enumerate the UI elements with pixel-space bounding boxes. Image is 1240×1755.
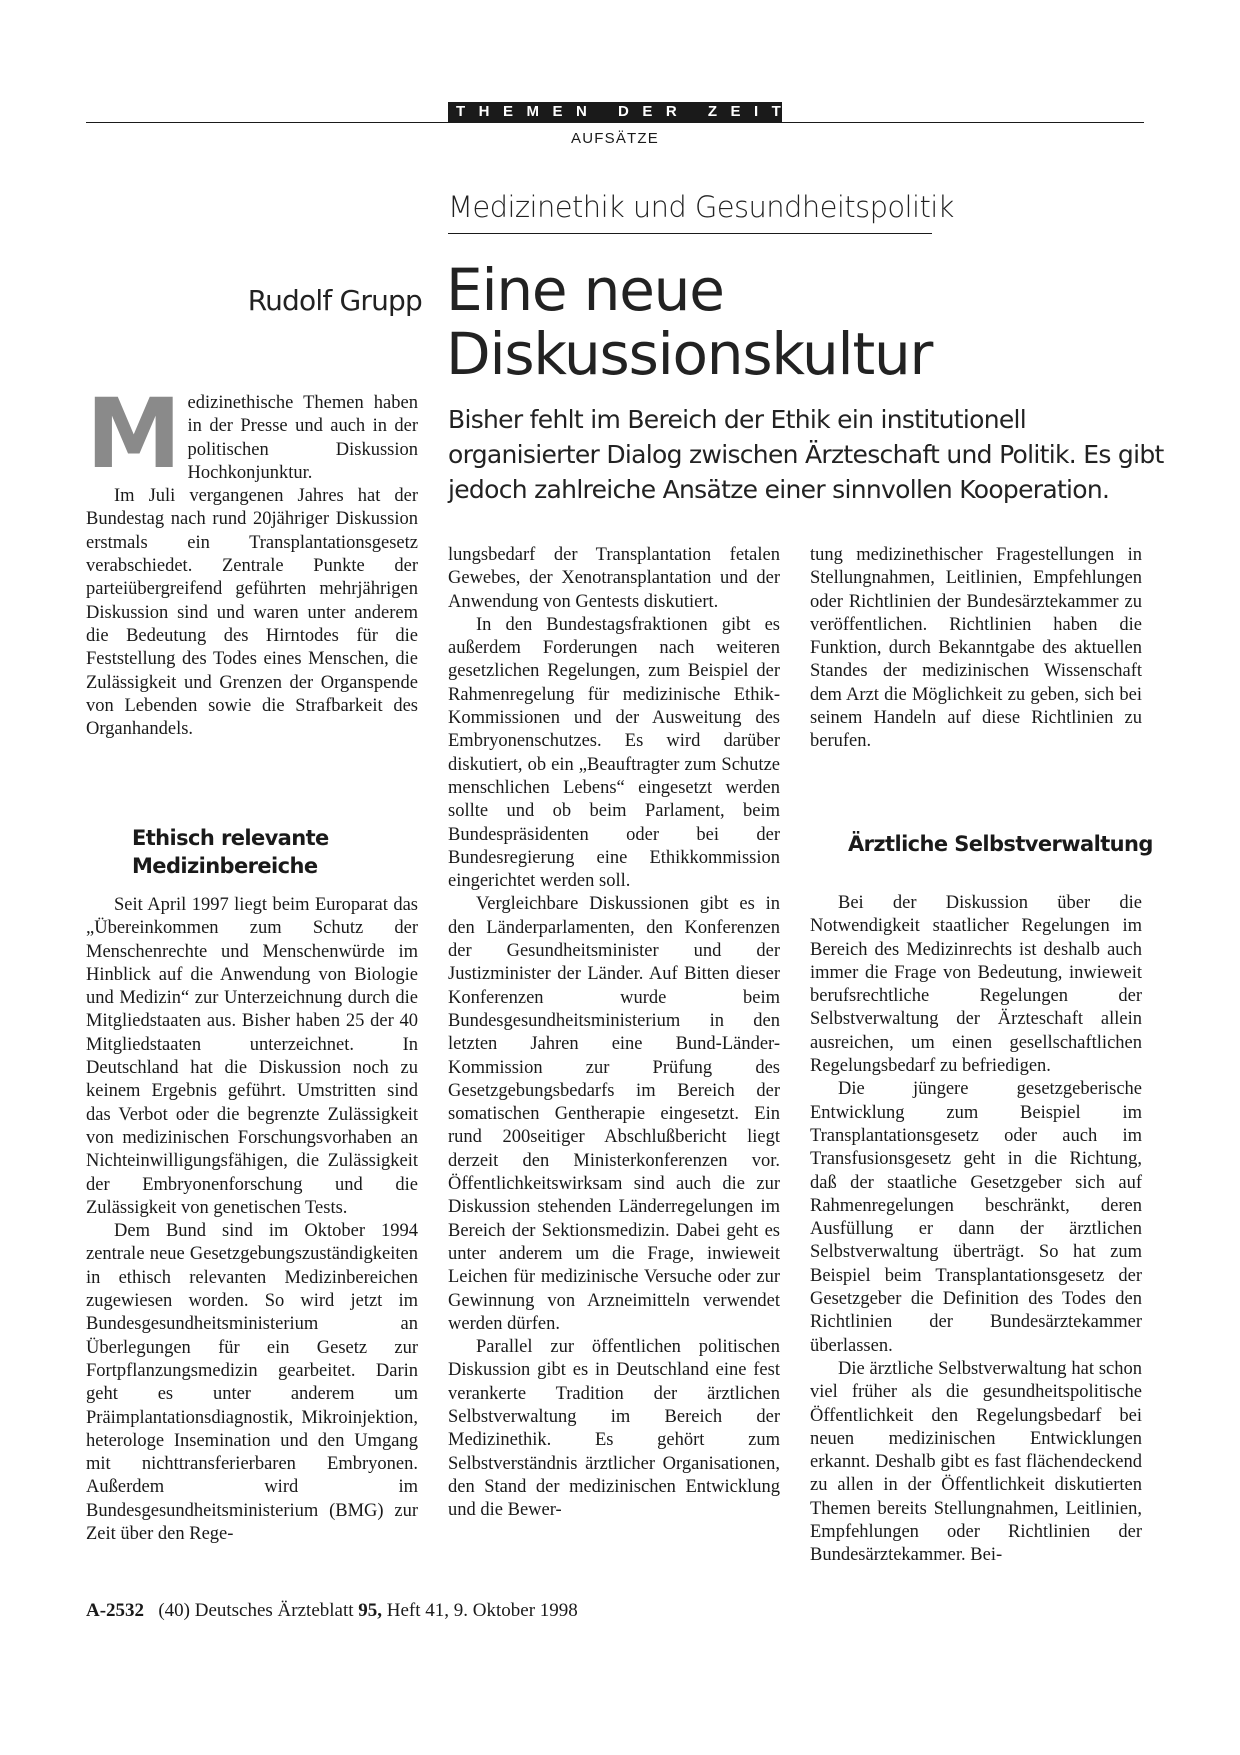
paragraph-text: edizinethische Themen haben in der Presse und auch in der politischen Diskussion Hochkonjunktur. — [187, 393, 418, 483]
body-column-2 — [448, 544, 780, 1522]
title-line: Diskussionskultur — [446, 320, 933, 388]
paragraph: Seit April 1997 liegt beim Europarat das „Übereinkommen zum Schutz der Menschenrechte und Menschenwürde im Hinblick auf die Anwendung von Biologie und Medizin“ zur Unterzeichnung durch die Mitgliedstaaten aus. Bisher haben 25 der 40 Mitgliedstaaten unterzeichnet. In Deutschland hat die Diskussion noch zu keinem Ergebnis geführt. Umstritten sind das Verbot oder die begrenzte Zulässigkeit von medizinischen Forschungsvorhaben an Nichteinwilligungsfähigen, die Zulässigkeit der Embryonenforschung und die Zulässigkeit von genetischen Tests. — [86, 895, 418, 1218]
journal-volume: 95, — [358, 1600, 383, 1621]
subsection-label: AUFSÄTZE — [571, 130, 659, 147]
article-deck — [448, 402, 1164, 507]
paragraph: Vergleichbare Diskussionen gibt es in den Länderparlamenten, den Konferenzen der Gesundheitsminister und der Justizminister der Länder. Auf Bitten dieser Konferenzen wurde beim Bundesgesundheitsministerium in den letzten Jahren eine Bund-Länder-Kommission zur Prüfung des Gesetzgebungsbedarfs im Bereich der somatischen Gentherapie eingesetzt. Ein rund 200seitiger Abschlußbericht liegt derzeit den Ministerkonferenzen vor. Öffentlichkeitswirksam sind auch die zur Diskussion stehenden Länderregelungen im Bereich der Sektionsmedizin. Dabei geht es unter anderem um die Frage, inwieweit Leichen für medizinische Versuche oder zur Gewinnung von Arzneimitteln verwendet werden dürfen. — [448, 894, 780, 1334]
paragraph: Bei der Diskussion über die Notwendigkeit staatlicher Regelungen im Bereich des Medizinrechts ist deshalb auch immer die Frage von Bedeutung, inwieweit berufsrechtliche Regelungen der Selbstverwaltung der Ärzteschaft allein ausreichen, um einen gesellschaftlichen Regelungsbedarf zu befriedigen. — [810, 893, 1142, 1077]
body-column-1 — [86, 378, 418, 1545]
deck-line: organisierter Dialog zwischen Ärzteschaft und Politik. Es gibt — [448, 440, 1164, 469]
intro-paragraph — [86, 378, 418, 490]
header-rule — [86, 122, 1144, 123]
paragraph: Im Juli vergangenen Jahres hat der Bundestag nach rund 20jähriger Diskussion erstmals ein Transplantationsgesetz verabschiedet. Zentrale Punkte der parteiübergreifend geführten mehrjährigen Diskussion sind und waren unter anderem die Bedeutung des Hirntodes für die Feststellung des Todes eines Menschen, die Zulässigkeit und Grenzen der Organspende von Lebenden sowie die Strafbarkeit des Organhandels. — [86, 486, 418, 740]
section-body — [810, 892, 1142, 1568]
body-column-3 — [810, 544, 1153, 1566]
article-kicker: Medizinethik und Gesundheitspolitik — [448, 190, 954, 224]
paragraph: Dem Bund sind im Oktober 1994 zentrale neue Gesetzgebungszuständigkeiten in ethisch relevanten Medizinbereichen zugewiesen worden. So wird jetzt im Bundesgesundheitsministerium an Überlegungen für ein Gesetz zur Fortpflanzungsmedizin gearbeitet. Darin geht es unter anderem um Präimplantationsdiagnostik, Mikroinjektion, heterologe Insemination und den Umgang mit nichttransferierbaren Embryonen. Außerdem wird im Bundesgesundheitsministerium (BMG) zur Zeit über den Rege- — [86, 1221, 418, 1545]
deck-line: jedoch zahlreiche Ansätze einer sinnvollen Kooperation. — [448, 475, 1110, 504]
title-line: Eine neue — [446, 256, 724, 324]
section-body — [86, 894, 418, 1546]
page-number: (40) — [158, 1600, 190, 1621]
paragraph: lungsbedarf der Transplantation fetalen Gewebes, der Xenotransplantation und der Anwendung von Gentests diskutiert. — [448, 545, 780, 612]
journal-issue: Heft 41, 9. Oktober 1998 — [386, 1600, 578, 1621]
paragraph: Die ärztliche Selbstverwaltung hat schon viel früher als die gesundheitspolitische Öffentlichkeit den Regelungsbedarf bei neuen medizinischen Entwicklungen erkannt. Deshalb gibt es fast flächendeckend zu allen in der Öffentlichkeit diskutierten Themen bereits Stellungnahmen, Leitlinien, Empfehlungen oder Richtlinien der Bundesärztekammer. Bei- — [810, 1358, 1142, 1566]
drop-cap: M — [86, 378, 182, 490]
page-id: A-2532 — [86, 1600, 145, 1621]
paragraph: In den Bundestagsfraktionen gibt es außerdem Forderungen nach weiteren gesetzlichen Regelungen, zum Beispiel der Rahmenregelung für medizinische Ethik-Kommissionen und der Ausweitung des Embryonenschutzes. Es wird darüber diskutiert, ob ein „Beauftragter zum Schutze menschlichen Lebens“ eingesetzt werden sollte und ob beim Parlament, beim Bundespräsidenten oder bei der Bundesregierung eine Ethikkommission eingerichtet werden soll. — [448, 614, 780, 892]
section-label: THEMEN DER ZEIT — [448, 102, 782, 122]
paragraph: Die jüngere gesetzgeberische Entwicklung zum Beispiel im Transplantationsgesetz oder auch im Transfusionsgesetz geht in die Richtung, daß der staatliche Gesetzgeber sich auf Rahmenregelungen beschränkt, deren Ausfüllung er dann der ärztlichen Selbstverwaltung überträgt. So hat zum Beispiel beim Transplantationsgesetz der Gesetzgeber die Definition des Todes den Richtlinien der Bundesärztekammer überlassen. — [810, 1079, 1142, 1356]
page-footer — [86, 1600, 578, 1622]
deck-line: Bisher fehlt im Bereich der Ethik ein institutionell — [448, 405, 1027, 434]
section-heading: Ärztliche Selbstverwaltung — [848, 832, 1153, 856]
journal-name: Deutsches Ärzteblatt — [194, 1600, 354, 1621]
article-title — [446, 258, 1006, 386]
author-name: Rudolf Grupp — [247, 284, 422, 317]
kicker-rule — [448, 233, 932, 234]
paragraph: Parallel zur öffentlichen politischen Diskussion gibt es in Deutschland eine fest verankerte Tradition der ärztlichen Selbstverwaltung im Bereich der Medizinethik. Es gehört zum Selbstverständnis ärztlicher Organisationen, den Stand der medizinischen Entwicklung und die Bewer- — [448, 1337, 780, 1521]
paragraph: tung medizinethischer Fragestellungen in Stellungnahmen, Leitlinien, Empfehlungen oder Richtlinien der Bundesärztekammer zu veröffentlichen. Richtlinien haben die Funktion, durch Bekanntgabe des aktuellen Standes der medizinischen Wissenschaft dem Arzt die Möglichkeit zu geben, sich bei seinem Handeln auf diese Richtlinien zu berufen. — [810, 545, 1142, 752]
section-heading: Ethisch relevante Medizinbereiche — [132, 826, 329, 878]
